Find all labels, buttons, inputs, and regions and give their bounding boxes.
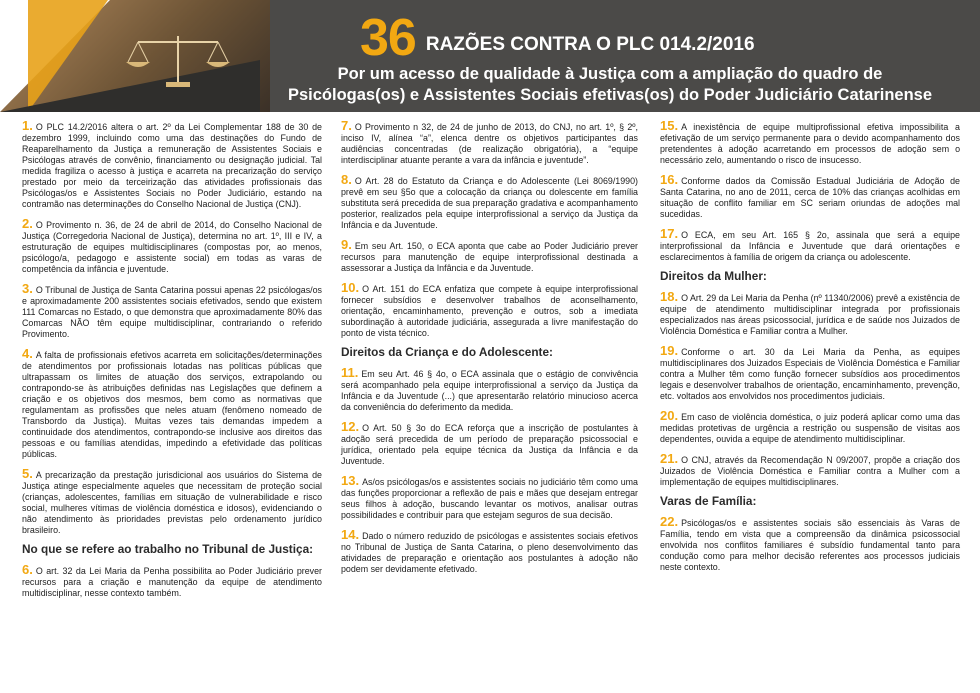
reason-number: 13. [341, 473, 360, 488]
section-heading-mulher: Direitos da Mulher: [660, 269, 767, 283]
reason-text: Conforme o art. 30 da Lei Maria da Penha, as equipes multidisciplinares dos Juizados Especiais de Violência Doméstica e Familiar contra a Mulher têm como função fornecer subsídios aos procedimentos legais e desenvolver trabalhos de orientação, encaminhamento, prevenção, etc. voltados aos envolvidos nos procedimentos judiciais. [660, 347, 960, 401]
reason-item [22, 218, 322, 275]
reason-text: A precarização da prestação jurisdicional aos usuários do Sistema de Justiça atinge especialmente aqueles que necessitam de proteção social (crianças, adolescentes, famílias em situação de vulnerabilidade e risco social, mulheres vítimas de violência doméstica e idosos), evidenciando o não atendimento às prioridades previstas pelo ordenamento jurídico brasileiro. [22, 470, 322, 535]
column-2-items [341, 120, 638, 339]
reason-item [341, 529, 638, 575]
scales-of-justice-icon [118, 30, 238, 90]
reason-item [660, 291, 960, 337]
reason-number: 11. [341, 365, 359, 380]
reason-text: Em seu Art. 150, o ECA aponta que cabe ao Poder Judiciário prever recursos para manutenção de equipe interprofissional destinada a assessorar a Justiça da Infância e da Juventude. [341, 241, 638, 273]
reason-number: 20. [660, 408, 679, 423]
reason-text: O art. 32 da Lei Maria da Penha possibilita ao Poder Judiciário prever recursos para a criação e manutenção da equipe de atendimento multidisciplinar, nesse contexto também. [22, 566, 322, 598]
reason-item [22, 120, 322, 210]
reason-item [341, 174, 638, 231]
reason-item [341, 367, 638, 413]
reason-text: Conforme dados da Comissão Estadual Judiciária de Adoção de Santa Catarina, no ano de 2011, cerca de 10% das crianças acolhidas em situação de conflito familiar em SC seriam oriundas de adoções mal sucedidas. [660, 176, 960, 219]
reason-text: O CNJ, através da Recomendação N 09/2007, propõe a criação dos Juizados de Violência Doméstica e Familiar contra a Mulher com a implementação de equipes multidisciplinares. [660, 455, 960, 487]
reason-item [341, 475, 638, 521]
reason-item [660, 174, 960, 220]
reason-number: 17. [660, 226, 679, 241]
reason-text: O Art. 29 da Lei Maria da Penha (nº 11340/2006) prevê a existência de equipe de atendimento multidisciplinar integrada por profissionais especializados nas áreas psicossocial, jurídica e de saúde nos Juizados de Violência Doméstica e Familiar contra a Mulher. [660, 293, 960, 336]
headline-subtitle-1: Por um acesso de qualidade à Justiça com a ampliação do quadro de [337, 65, 883, 83]
reason-text: O Art. 50 § 3o do ECA reforça que a inscrição de postulantes à adoção será precedida de um período de preparação psicossocial e jurídica, orientado pela equipe técnica da Justiça da Infância e da Juventude. [341, 423, 638, 466]
reason-number: 7. [341, 118, 352, 133]
reason-text: Em caso de violência doméstica, o juiz poderá aplicar como uma das medidas protetivas de urgência a restrição ou suspensão de visitas aos dependentes, ouvida a equipe de atendimento multidisciplinar. [660, 412, 960, 444]
headline-subtitle-2: Psicólogas(os) e Assistentes Sociais efetivas(os) do Poder Judiciário Catarinense [287, 86, 933, 104]
column-2-items-2 [341, 367, 638, 575]
reason-number: 3. [22, 281, 33, 296]
reason-text: A inexistência de equipe multiprofissional efetiva impossibilita a efetivação de um serviço permanente para o devido acompanhamento dos pretendentes à adoção acarretando em processos de adoção sem o necessário zelo, aumentando o risco de insucesso. [660, 122, 960, 165]
reason-item [341, 239, 638, 274]
reason-item [660, 453, 960, 488]
reason-number: 19. [660, 343, 679, 358]
reason-text: O ECA, em seu Art. 165 § 2o, assinala que será a equipe interprofissional da Infância e Juventude que dará orientações e esclarecimentos à família de origem da criança ou adolescente. [660, 230, 960, 262]
section-heading-tribunal: No que se refere ao trabalho no Tribunal de Justiça: [22, 542, 314, 556]
reason-item [22, 564, 322, 599]
reason-number: 22. [660, 514, 679, 529]
reason-number: 14. [341, 527, 360, 542]
reason-text: O Tribunal de Justiça de Santa Catarina possui apenas 22 psicólogas/os e aproximadamente 200 assistentes sociais efetivados, sendo que existem 111 Comarcas no Estado, o que demonstra que aproximadamente 80% das Comarcas NÃO têm equipe multidisciplinar, contrariando o referido Provimento. [22, 285, 322, 339]
reason-item [660, 410, 960, 445]
column-3-items-2 [660, 291, 960, 488]
reason-number: 4. [22, 346, 33, 361]
reason-text: A falta de profissionais efetivos acarreta em solicitações/determinações de atendimentos por profissionais lotadas nas políticas públicas que ultrapassam os limites de atuação dos serviços, extrapolando ou contrapondo-se às atribuições definidas nas Legislações que definem a criação e os objetivos dos mesmos, bem como as normativas que regulamentam as profissões que neles atuam (fenômeno nomeado de Transbordo da Justiça). Muitas vezes tais demandas impedem a continuidade dos atendimentos, contrapondo-se inclusive aos direitos das pessoas e ou famílias atendidas, impedindo a efetividade das políticas públicas. [22, 350, 322, 459]
reason-item [22, 283, 322, 340]
reason-number: 15. [660, 118, 679, 133]
reason-number: 9. [341, 237, 352, 252]
column-1 [22, 120, 322, 607]
reason-item [341, 282, 638, 339]
reason-number: 21. [660, 451, 679, 466]
column-2 [341, 120, 638, 583]
header-banner [0, 0, 980, 112]
reason-item [341, 421, 638, 467]
reason-item [341, 120, 638, 166]
reason-text: O Provimento n 32, de 24 de junho de 2013, do CNJ, no art. 1º, § 2º, inciso IV, alínea “a”, elenca dentre os objetivos participantes das audiências concentradas (de realização obrigatória), a “equipe interdisciplinar atuante perante a vara da infância e juventude”. [341, 122, 638, 165]
reason-number: 1. [22, 118, 33, 133]
reason-number: 2. [22, 216, 33, 231]
reason-item [22, 348, 322, 460]
reason-number: 16. [660, 172, 679, 187]
reason-item [660, 228, 960, 263]
content-columns [0, 120, 980, 693]
column-3-items [660, 120, 960, 263]
reason-item [660, 516, 960, 573]
reason-item [660, 345, 960, 402]
reason-text: O Art. 28 do Estatuto da Criança e do Adolescente (Lei 8069/1990) prevê em seu §5o que a colocação da criança ou dolescente em família substituta será precedida de sua preparação gradativa e acompanhamento posterior, realizados pela equipe interprofissional a serviço da Justiça da Infância e da Juventude. [341, 176, 638, 230]
reason-number: 6. [22, 562, 33, 577]
reason-number: 18. [660, 289, 679, 304]
reason-number: 5. [22, 466, 33, 481]
section-heading-crianca: Direitos da Criança e do Adolescente: [341, 345, 553, 359]
reason-text: O Provimento n. 36, de 24 de abril de 2014, do Conselho Nacional de Justiça (Corregedoria Nacional de Justiça), determina no art. 1º, III e IV, a estruturação de equipes multidisciplinares (compostas por, ao menos, psicólogo/a, pedagogo e assistente social) em todas as varas de competência da infância e juventude. [22, 220, 322, 274]
section-heading-familia: Varas de Família: [660, 494, 757, 508]
reason-text: Psicólogas/os e assistentes sociais são essenciais às Varas de Família, tendo em vista que a compreensão da dinâmica psicossocial envolvida nos conflitos familiares é subsídio fundamental tanto para condução como para melhor decisão referentes aos processos judiciais neste contexto. [660, 518, 960, 572]
reason-item [660, 120, 960, 166]
reason-text: As/os psicólogas/os e assistentes sociais no judiciário têm como uma das funções proporcionar a reflexão de pais e mães que desejam entregar seus filhos à adoção, buscando levantar os motivos, analisar outras possibilidades e contribuir para que estejam seguros de sua decisão. [341, 477, 638, 520]
column-3-items-3 [660, 516, 960, 573]
column-3 [660, 120, 960, 581]
reason-item [22, 468, 322, 536]
reason-text: O Art. 151 do ECA enfatiza que compete à equipe interprofissional fornecer subsídios e desenvolver trabalhos de aconselhamento, orientação, encaminhamento, prevenção e outros, sob a imediata subordinação à autoridade judiciária, assegurada a livre manifestação do ponto de vista técnico. [341, 284, 638, 338]
reason-number: 12. [341, 419, 360, 434]
headline-title: RAZÕES CONTRA O PLC 014.2/2016 [425, 34, 755, 55]
reason-number: 10. [341, 280, 360, 295]
reasons-count: 36 [360, 9, 416, 67]
headline [360, 8, 755, 67]
reason-text: Dado o número reduzido de psicólogas e assistentes sociais efetivos no Tribunal de Justiça de Santa Catarina, o pleno desenvolvimento das atividades de preparação e orientação aos postulantes à adoção não podem ser devidamente efetivado. [341, 531, 638, 574]
reason-text: Em seu Art. 46 § 4o, o ECA assinala que o estágio de convivência será acompanhado pela equipe interprofissional a serviço da Justiça da Infância e da Juventude (...) que apresentarão relatório minucioso acerca da conveniência do deferimento da medida. [341, 369, 638, 412]
reason-text: O PLC 14.2/2016 altera o art. 2º da Lei Complementar 188 de 30 de dezembro 1999, incluindo como uma das destinações do Fundo de Reaparelhamento da Justiça a remuneração de Assistentes Sociais e Psicólogas através de convênio, financiamento ou designação judicial. Tal medida fragiliza o acesso à justiça e acarreta na precarização do serviço prestado por meio da terceirização das atividades profissionais das Psicólogas/os e Assistentes Sociais no Poder Judiciário, estando na contramão nas determinações do Conselho Nacional de Justiça (CNJ). [22, 122, 322, 209]
column-1-items [22, 120, 322, 536]
column-1-items-2 [22, 564, 322, 599]
reason-number: 8. [341, 172, 352, 187]
